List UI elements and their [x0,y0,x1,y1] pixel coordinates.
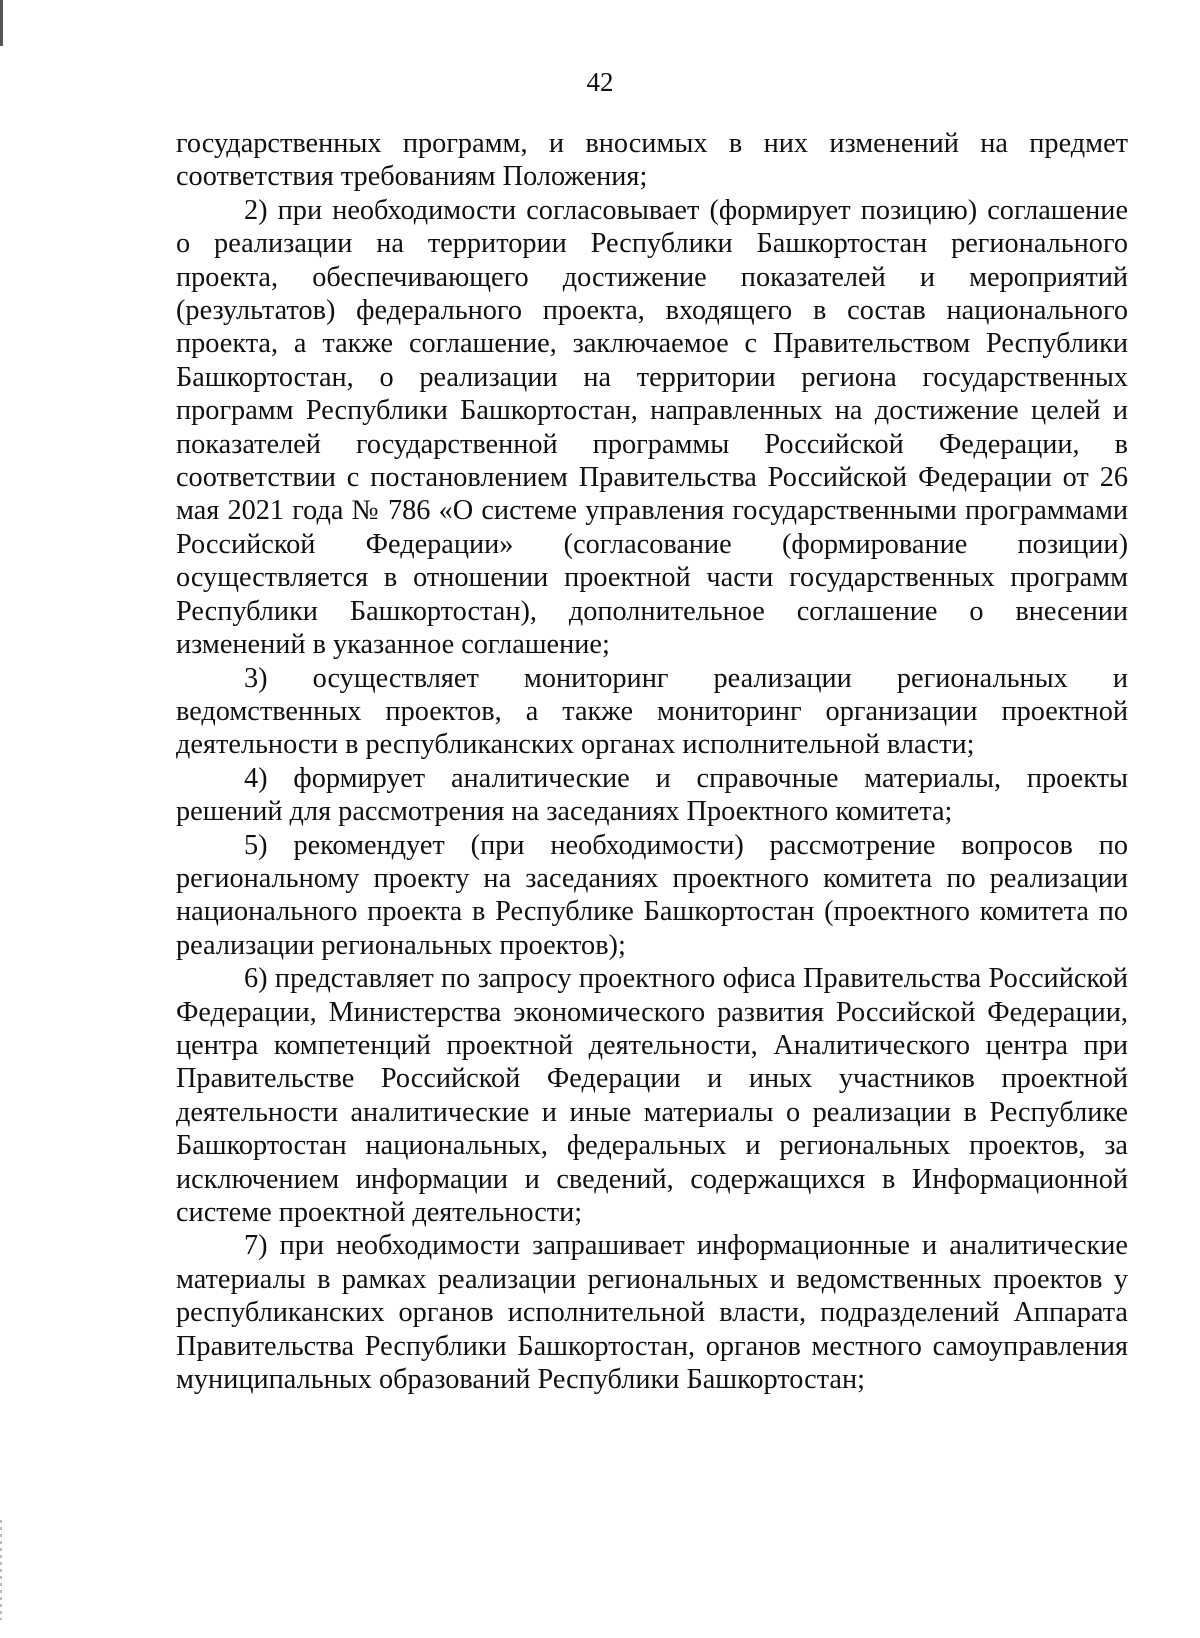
paragraph-item-2: 2) при необходимости согласовывает (формирует позицию) соглашение о реализации на территории Республики Башкортостан регионального проекта, обеспечивающего достижение показателей и мероприятий (результатов) федерального проекта, входящего в состав национального проекта, а также соглашение, заключаемое с Правительством Республики Башкортостан, о реализации на территории региона государственных программ Республики Башкортостан, направленных на достижение целей и показателей государственной программы Российской Федерации, в соответствии с постановлением Правительства Российской Федерации от 26 мая 2021 года № 786 «О системе управления государственными программами Российской Федерации» (согласование (формирование позиции) осуществляется в отношении проектной части государственных программ Республики Башкортостан), дополнительное соглашение о внесении изменений в указанное соглашение; [176,194,1128,661]
paragraph-item-4: 4) формирует аналитические и справочные материалы, проекты решений для рассмотрения на заседаниях Проектного комитета; [176,762,1128,828]
paragraph-item-7: 7) при необходимости запрашивает информационные и аналитические материалы в рамках реализации региональных и ведомственных проектов у республиканских органов исполнительной власти, подразделений Аппарата Правительства Республики Башкортостан, органов местного самоуправления муниципальных образований Республики Башкортостан; [176,1230,1128,1396]
page-number: 42 [586,67,614,97]
paragraph-item-3: 3) осуществляет мониторинг реализации региональных и ведомственных проектов, а также мониторинг организации проектной деятельности в республиканских органах исполнительной власти; [176,662,1128,761]
scan-edge-dots [0,1520,2,1620]
paragraph-item-6: 6) представляет по запросу проектного офиса Правительства Российской Федерации, Министерства экономического развития Российской Федерации, центра компетенций проектной деятельности, Аналитического центра при Правительстве Российской Федерации и иных участников проектной деятельности аналитические и иные материалы о реализации в Республике Башкортостан национальных, федеральных и региональных проектов, за исключением информации и сведений, содержащихся в Информационной системе проектной деятельности; [176,963,1128,1228]
scan-edge-mark [0,0,3,46]
paragraph-continuation: государственных программ, и вносимых в них изменений на предмет соответствия требованиям Положения; [176,128,1128,193]
paragraph-item-5: 5) рекомендует (при необходимости) рассмотрение вопросов по региональному проекту на заседаниях проектного комитета по реализации национального проекта в Республике Башкортостан (проектного комитета по реализации региональных проектов); [176,829,1128,961]
body-text [176,127,1128,1396]
